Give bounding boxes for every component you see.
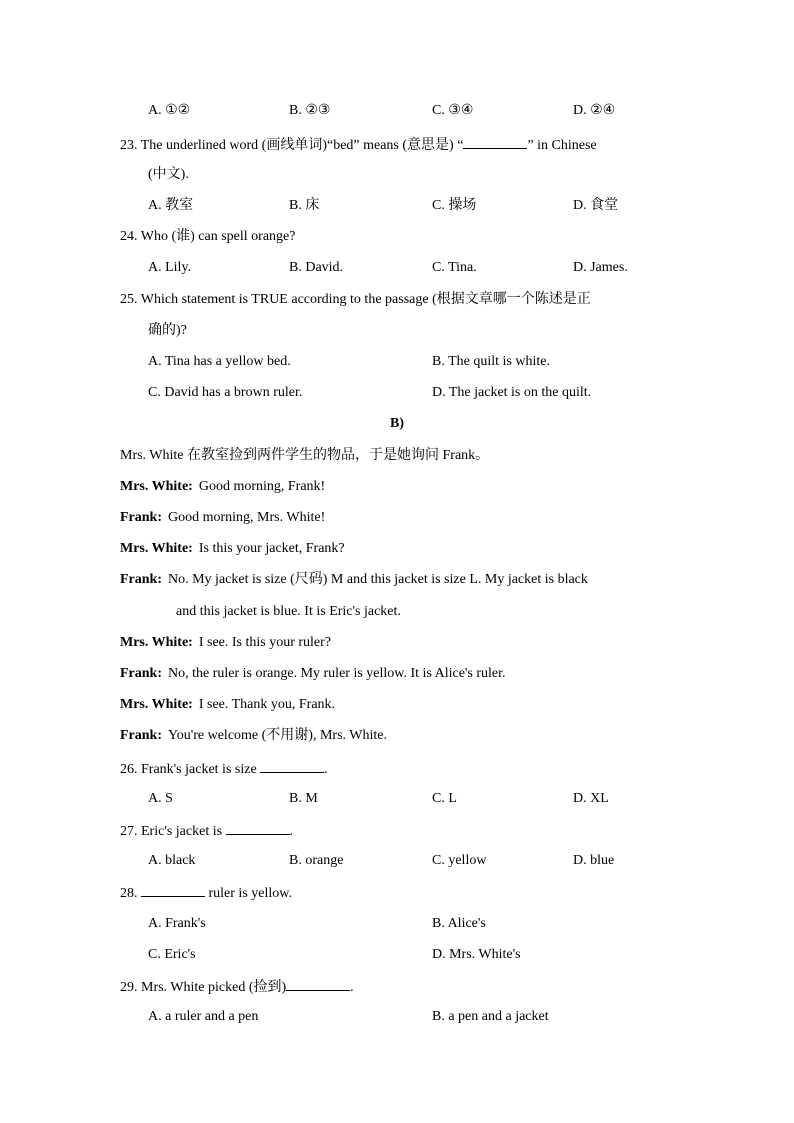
q25-option-b[interactable]: B. The quilt is white. [432, 354, 550, 369]
q26-blank [260, 758, 324, 773]
dialogue-speaker: Frank: [120, 572, 162, 587]
dialogue-text: Is this your jacket, Frank? [198, 541, 345, 556]
q22-option-d[interactable]: D. ②④ [573, 103, 616, 118]
q27-question [120, 820, 293, 842]
q25-question-cont: 确的)? [148, 323, 187, 338]
q24-question: 24. Who (谁) can spell orange? [120, 229, 296, 244]
dialogue-text: I see. Thank you, Frank. [198, 697, 336, 712]
q24-options [148, 258, 688, 278]
q29-text-b: . [350, 980, 354, 995]
dialogue-line [120, 570, 588, 590]
dialogue-speaker: Mrs. White: [120, 697, 193, 712]
dialogue-speaker: Mrs. White: [120, 635, 193, 650]
q29-options [148, 1007, 688, 1027]
q23-options [148, 196, 688, 216]
q27-option-c[interactable]: C. yellow [432, 853, 487, 868]
q25-question: 25. Which statement is TRUE according to the passage (根据文章哪一个陈述是正 [120, 292, 591, 307]
q23-question [120, 134, 597, 156]
q27-text-a: 27. Eric's jacket is [120, 824, 226, 839]
q24-option-d[interactable]: D. James. [573, 260, 628, 275]
dialogue-line [120, 477, 325, 497]
dialogue-text: Good morning, Frank! [198, 479, 326, 494]
q22-option-a[interactable]: A. ①② [148, 103, 191, 118]
q22-options [148, 101, 688, 121]
q22-option-b[interactable]: B. ②③ [289, 103, 331, 118]
q29-text-a: 29. Mrs. White picked (捡到) [120, 980, 287, 995]
q25-option-a[interactable]: A. Tina has a yellow bed. [148, 354, 291, 369]
q23-blank [463, 134, 527, 149]
q22-option-c[interactable]: C. ③④ [432, 103, 474, 118]
dialogue-line [120, 664, 506, 684]
q28-option-d[interactable]: D. Mrs. White's [432, 947, 521, 962]
q29-option-a[interactable]: A. a ruler and a pen [148, 1009, 259, 1024]
q28-text-b: ruler is yellow. [205, 886, 292, 901]
dialogue-text: You're welcome (不用谢), Mrs. White. [168, 728, 387, 743]
q26-text-a: 26. Frank's jacket is size [120, 762, 261, 777]
q29-question [120, 976, 354, 998]
dialogue-text: No. My jacket is size (尺码) M and this jacket is size L. My jacket is black [168, 572, 588, 587]
q28-option-c[interactable]: C. Eric's [148, 947, 196, 962]
dialogue-text: Good morning, Mrs. White! [168, 510, 326, 525]
section-b-intro: Mrs. White 在教室捡到两件学生的物品，于是她询问 Frank。 [120, 448, 490, 463]
q28-option-a[interactable]: A. Frank's [148, 916, 206, 931]
dialogue-speaker: Mrs. White: [120, 541, 193, 556]
q25-option-c[interactable]: C. David has a brown ruler. [148, 385, 303, 400]
section-b-heading: B) [390, 416, 404, 431]
q25-option-d[interactable]: D. The jacket is on the quilt. [432, 385, 592, 400]
q26-text-b: . [324, 762, 328, 777]
dialogue-line-cont: and this jacket is blue. It is Eric's jacket. [176, 604, 401, 619]
q28-blank [141, 882, 205, 897]
q23-option-a[interactable]: A. 教室 [148, 198, 194, 213]
q26-option-b[interactable]: B. M [289, 791, 318, 806]
q23-option-d[interactable]: D. 食堂 [573, 198, 619, 213]
q28-question [120, 882, 292, 904]
dialogue-line [120, 508, 325, 528]
q27-options [148, 851, 688, 871]
q26-option-a[interactable]: A. S [148, 791, 173, 806]
q27-text-b: . [289, 824, 294, 839]
q23-text-a: 23. The underlined word (画线单词)“bed” means (意思是) “ [120, 138, 464, 153]
q26-question [120, 758, 328, 780]
q28-text-a: 28. [120, 886, 141, 901]
dialogue-speaker: Frank: [120, 666, 162, 681]
q23-option-c[interactable]: C. 操场 [432, 198, 477, 213]
q23-option-b[interactable]: B. 床 [289, 198, 320, 213]
q29-blank [286, 976, 350, 991]
q27-option-a[interactable]: A. black [148, 853, 196, 868]
q28-option-b[interactable]: B. Alice's [432, 916, 486, 931]
q25-options-row2 [148, 383, 688, 403]
dialogue-speaker: Mrs. White: [120, 479, 193, 494]
q27-option-d[interactable]: D. blue [573, 853, 615, 868]
dialogue-speaker: Frank: [120, 728, 162, 743]
q26-option-d[interactable]: D. XL [573, 791, 609, 806]
q24-option-a[interactable]: A. Lily. [148, 260, 192, 275]
q27-option-b[interactable]: B. orange [289, 853, 344, 868]
dialogue-speaker: Frank: [120, 510, 162, 525]
dialogue-text: No, the ruler is orange. My ruler is yellow. It is Alice's ruler. [168, 666, 506, 681]
dialogue-text: I see. Is this your ruler? [198, 635, 332, 650]
q26-options [148, 789, 688, 809]
q29-option-b[interactable]: B. a pen and a jacket [432, 1009, 549, 1024]
q24-option-b[interactable]: B. David. [289, 260, 344, 275]
q24-option-c[interactable]: C. Tina. [432, 260, 477, 275]
q28-options-row2 [148, 945, 688, 965]
q27-blank [226, 820, 290, 835]
dialogue-line [120, 695, 335, 715]
q23-text-b: ” in Chinese [527, 138, 597, 153]
dialogue-line [120, 539, 345, 559]
q23-question-cont: (中文). [148, 167, 189, 182]
q28-options-row1 [148, 914, 688, 934]
q25-options-row1 [148, 352, 688, 372]
dialogue-line [120, 726, 387, 746]
dialogue-line [120, 633, 331, 653]
q26-option-c[interactable]: C. L [432, 791, 457, 806]
